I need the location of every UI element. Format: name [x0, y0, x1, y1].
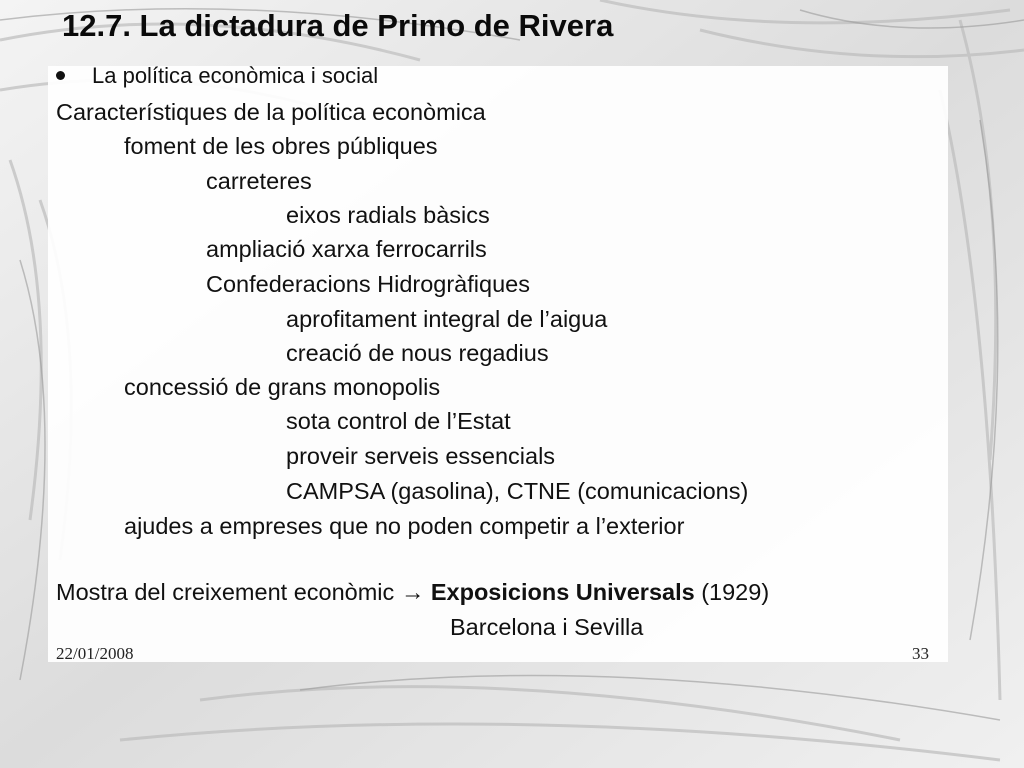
showcase-highlight: Exposicions Universals: [430, 579, 695, 605]
footer-date: 22/01/2008: [56, 644, 134, 663]
bullet-text: La política econòmica i social: [92, 63, 379, 88]
list-item: Confederacions Hidrogràfiques: [206, 271, 530, 297]
slide-title: 12.7. La dictadura de Primo de Rivera: [62, 8, 614, 43]
list-item: creació de nous regadius: [286, 340, 549, 366]
showcase-cities: Barcelona i Sevilla: [450, 614, 644, 640]
list-item: ampliació xarxa ferrocarrils: [206, 236, 487, 262]
showcase-line: [56, 579, 769, 606]
list-item: concessió de grans monopolis: [124, 374, 441, 400]
showcase-year: (1929): [701, 579, 770, 605]
list-item: eixos radials bàsics: [286, 202, 490, 228]
section-heading: Característiques de la política econòmica: [56, 99, 486, 125]
arrow-right-icon: →: [400, 579, 425, 605]
list-item: ajudes a empreses que no poden competir a l’exterior: [124, 513, 685, 539]
bullet-dot-icon: [56, 71, 65, 80]
list-item: aprofitament integral de l’aigua: [286, 306, 608, 332]
list-item: proveir serveis essencials: [286, 443, 556, 469]
list-item: CAMPSA (gasolina), CTNE (comunicacions): [286, 478, 749, 504]
showcase-prefix: Mostra del creixement econòmic: [56, 579, 395, 605]
list-item: foment de les obres públiques: [124, 133, 438, 159]
page-number: 33: [912, 644, 929, 663]
list-item: sota control de l’Estat: [286, 408, 511, 434]
list-item: carreteres: [206, 168, 312, 194]
